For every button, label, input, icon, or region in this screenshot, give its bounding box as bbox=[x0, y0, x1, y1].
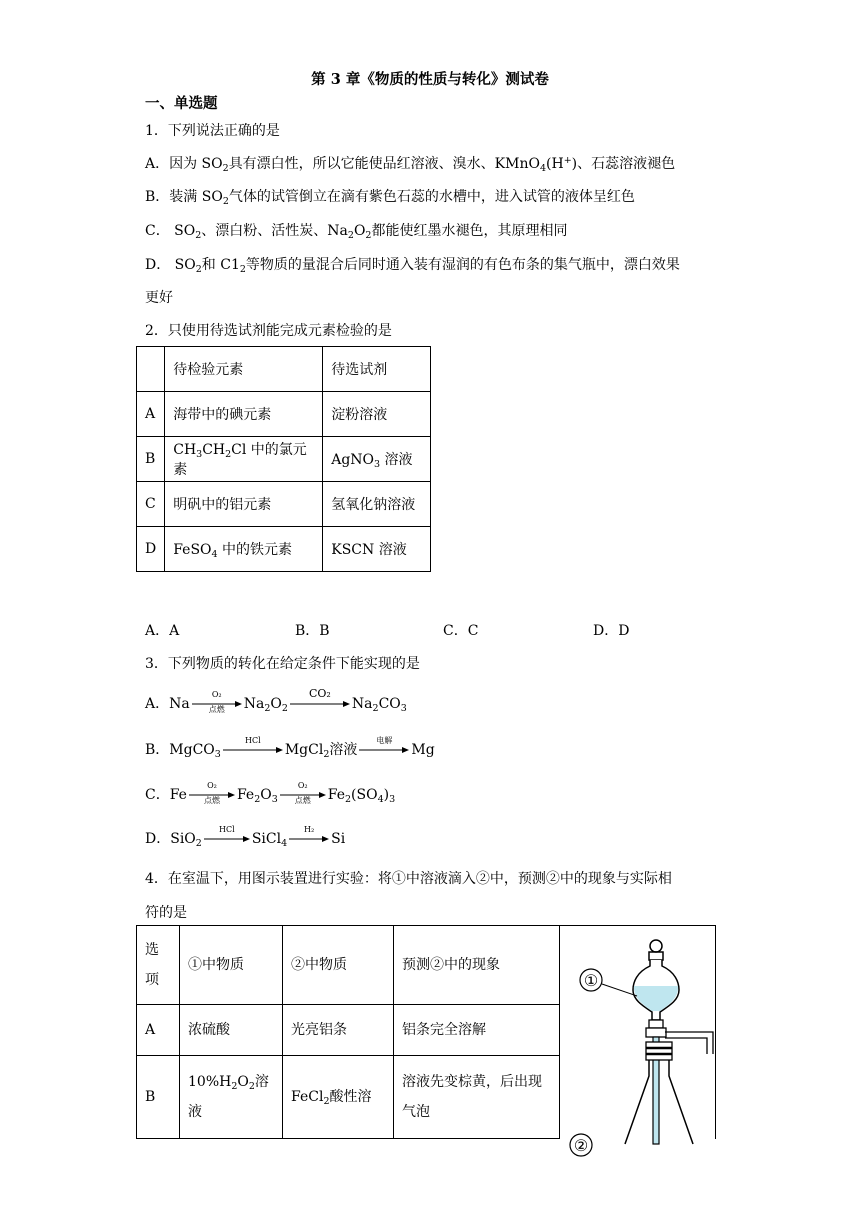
table-header: ①中物质 bbox=[180, 926, 283, 1005]
reaction-arrow: O₂ 点燃 bbox=[189, 792, 235, 798]
table-header: 预测②中的现象 bbox=[394, 926, 560, 1005]
table-cell: 溶液先变棕黄，后出现 气泡 bbox=[394, 1056, 560, 1139]
table-header: 待选试剂 bbox=[323, 347, 431, 392]
q2-options bbox=[145, 620, 805, 640]
table-header: 选项 bbox=[137, 926, 180, 1005]
q2-option-a: A．A bbox=[145, 623, 180, 639]
table-cell bbox=[137, 347, 165, 392]
separatory-funnel-flask-illustration bbox=[553, 926, 724, 1155]
reaction-arrow: HCl bbox=[223, 747, 283, 753]
q3-stem: 3．下列物质的转化在给定条件下能实现的是 bbox=[145, 656, 420, 672]
q1-option-a: A．因为 $SO_2$具有漂白性，所以它能使品红溶液、溴水、KMnO$_4$(H+)、石蕊溶液褪色 bbox=[145, 155, 676, 174]
reaction-arrow: O₂ 点燃 bbox=[280, 792, 326, 798]
table-row bbox=[137, 347, 431, 392]
q2-stem: 2．只使用待选试剂能完成元素检验的是 bbox=[145, 323, 392, 339]
table-cell: 铝条完全溶解 bbox=[394, 1005, 560, 1056]
q1-option-c: C． $SO_2$、漂白粉、活性炭、$Na_2O_2$都能使红墨水褪色，其原理相同 bbox=[145, 223, 568, 241]
q2-option-c: C．C bbox=[443, 623, 479, 639]
q3-option-a: A．Na O₂ 点燃 $Na_2O_2$ CO₂ $Na_2CO_3$ bbox=[145, 687, 407, 714]
table-cell: 海带中的碘元素 bbox=[165, 392, 323, 437]
table-cell: 浓硫酸 bbox=[180, 1005, 283, 1056]
table-header: ②中物质 bbox=[283, 926, 394, 1005]
reaction-arrow: HCl bbox=[204, 836, 250, 842]
section-heading: 一、单选题 bbox=[145, 95, 218, 112]
page-title: 第 3 章《物质的性质与转化》测试卷 bbox=[311, 71, 549, 88]
table-cell: 光亮铝条 bbox=[283, 1005, 394, 1056]
q2-option-b: B．B bbox=[295, 623, 330, 639]
table-row bbox=[137, 392, 431, 437]
table-cell: FeCl$_2$酸性溶 bbox=[283, 1056, 394, 1139]
reaction-arrow: O₂ 点燃 bbox=[192, 701, 242, 707]
table-cell: KSCN 溶液 bbox=[323, 527, 431, 572]
reaction-arrow: 电解 bbox=[359, 747, 409, 753]
table-cell: $10\%H_2O_2$溶 液 bbox=[180, 1056, 283, 1139]
table-cell: B bbox=[137, 1056, 180, 1139]
reaction-arrow: H₂ bbox=[289, 836, 329, 842]
q3-option-b: B．MgCO$_3$ HCl MgCl$_2$溶液 电解 Mg bbox=[145, 736, 435, 760]
q2-option-d: D．D bbox=[593, 623, 630, 639]
table-cell: 明矾中的铝元素 bbox=[165, 482, 323, 527]
table-cell: AgNO$_3$ 溶液 bbox=[323, 437, 431, 482]
svg-text:①: ① bbox=[583, 971, 599, 990]
q2-table bbox=[136, 346, 431, 572]
q4-stem: 4．在室温下，用图示装置进行实验：将①中溶液滴入②中，预测②中的现象与实际相 bbox=[145, 871, 672, 887]
q4-stem-cont: 符的是 bbox=[145, 905, 187, 921]
q1-option-b: B．装满 $SO_2$气体的试管倒立在滴有紫色石蕊的水槽中，进入试管的液体呈红色 bbox=[145, 189, 635, 207]
table-cell: D bbox=[137, 527, 165, 572]
q3-option-d: D．SiO$_2$ HCl SiCl$_4$ H₂ Si bbox=[145, 825, 346, 849]
q3-option-c: C．Fe O₂ 点燃 $Fe_2O_3$ O₂ 点燃 $Fe_2(SO_4)_3$ bbox=[145, 781, 396, 805]
table-row bbox=[137, 437, 431, 482]
q1-option-d-cont: 更好 bbox=[145, 290, 173, 306]
table-row bbox=[137, 482, 431, 527]
svg-text:②: ② bbox=[573, 1136, 589, 1155]
apparatus-diagram bbox=[553, 926, 724, 1155]
table-cell: FeSO$_4$ 中的铁元素 bbox=[165, 527, 323, 572]
reaction-arrow: CO₂ bbox=[290, 701, 350, 707]
table-cell: A bbox=[137, 392, 165, 437]
q1-stem: 1．下列说法正确的是 bbox=[145, 123, 280, 139]
table-cell: $CH_3CH_2Cl$ 中的氯元素 bbox=[165, 437, 323, 482]
table-cell: A bbox=[137, 1005, 180, 1056]
q1-option-d: D． $SO_2$和 $C1_2$等物质的量混合后同时通入装有湿润的有色布条的集气瓶中，漂白效果 bbox=[145, 257, 680, 275]
table-cell: B bbox=[137, 437, 165, 482]
table-cell: C bbox=[137, 482, 165, 527]
table-cell: 淀粉溶液 bbox=[323, 392, 431, 437]
table-row bbox=[137, 527, 431, 572]
table-cell: 氢氧化钠溶液 bbox=[323, 482, 431, 527]
table-header: 待检验元素 bbox=[165, 347, 323, 392]
